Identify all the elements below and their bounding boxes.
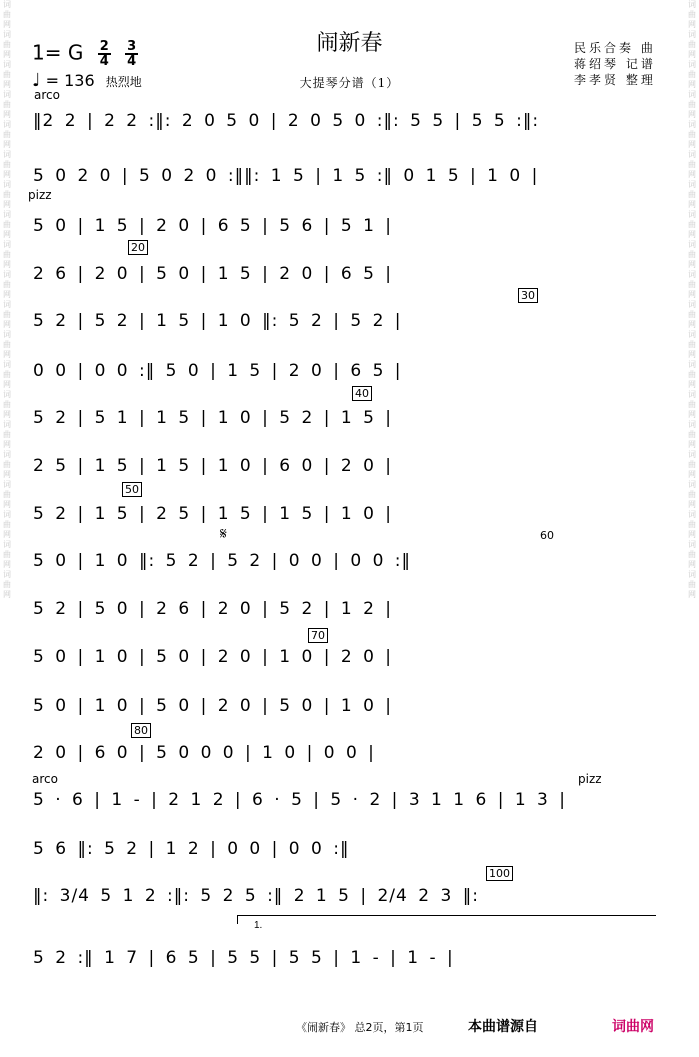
credit-composer: 民乐合奏 曲 — [574, 41, 656, 55]
page-info: 《闹新春》 总2页，第1页 — [296, 1021, 424, 1034]
key-text: 1= G — [32, 40, 84, 65]
volta-label: 1. — [254, 920, 263, 931]
part-subtitle: 大提琴分谱（1） — [299, 76, 400, 90]
staff-notes: 5 2 | 1 5 | 2 5 | 1 5 | 1 5 | 1 0 | — [33, 504, 393, 524]
staff-row — [33, 105, 663, 137]
measure-number: 70 — [308, 628, 328, 643]
staff-row — [33, 690, 663, 722]
source-label: 本曲谱源自 — [468, 1018, 538, 1034]
measure-number: 60 — [540, 529, 554, 542]
staff-notes: 5 6 ‖: 5 2 | 1 2 | 0 0 | 0 0 :‖ — [33, 839, 350, 859]
staff-notes: 5 0 2 0 | 5 0 2 0 :‖‖: 1 5 | 1 5 :‖ 0 1 5 | 1 0 | — [33, 166, 539, 186]
staff-row — [33, 833, 663, 865]
staff-row — [33, 593, 663, 625]
staff-notes: 5 0 | 1 0 ‖: 5 2 | 5 2 | 0 0 | 0 0 :‖ — [33, 551, 412, 571]
staff-notes: 5 0 | 1 5 | 2 0 | 6 5 | 5 6 | 5 1 | — [33, 216, 393, 236]
time-signature-3-4 — [125, 40, 138, 68]
tempo-value: = 136 — [45, 71, 95, 90]
site-logo: 词曲网 — [612, 1018, 654, 1034]
tempo-expression: 热烈地 — [105, 75, 142, 89]
volta-bracket — [237, 915, 656, 931]
staff-notes: ‖: 3/4 5 1 2 :‖: 5 2 5 :‖ 2 1 5 | 2/4 2 3 ‖: — [33, 886, 479, 906]
key-signature — [32, 40, 138, 68]
measure-number: 80 — [131, 723, 151, 738]
staff-row — [33, 942, 663, 974]
credit-transcriber: 蒋绍琴 记谱 — [574, 57, 656, 71]
staff-notes: 2 5 | 1 5 | 1 5 | 1 0 | 6 0 | 2 0 | — [33, 456, 393, 476]
staff-row — [33, 160, 663, 192]
credits-block — [574, 40, 656, 88]
staff-notes: 2 6 | 2 0 | 5 0 | 1 5 | 2 0 | 6 5 | — [33, 264, 393, 284]
segno-icon: 𝄋 — [220, 524, 227, 543]
staff-row — [33, 210, 663, 242]
staff-row — [33, 545, 663, 577]
staff-notes: 5 2 :‖ 1 7 | 6 5 | 5 5 | 5 5 | 1 - | 1 - | — [33, 948, 454, 968]
quarter-note-icon: ♩ — [32, 70, 41, 91]
staff-row — [33, 784, 663, 816]
page-footer — [0, 1016, 699, 1036]
staff-row — [33, 355, 663, 387]
staff-notes: 5 2 | 5 0 | 2 6 | 2 0 | 5 2 | 1 2 | — [33, 599, 393, 619]
time-numerator: 2 — [99, 39, 109, 54]
staff-row — [33, 641, 663, 673]
measure-number: 20 — [128, 240, 148, 255]
arco-marking: arco — [34, 88, 60, 102]
watermark-left: 词曲网词曲网词曲网词曲网词曲网词曲网词曲网词曲网词曲网词曲网词曲网词曲网词曲网词曲网词曲网词曲网词曲网词曲网词曲网词曲网 — [3, 0, 11, 599]
time-denominator: 4 — [127, 54, 137, 69]
arco-marking: arco — [32, 772, 58, 786]
pizz-marking: pizz — [578, 772, 602, 786]
staff-notes: 5 · 6 | 1 - | 2 1 2 | 6 · 5 | 5 · 2 | 3 1 1 6 | 1 3 | — [33, 790, 566, 810]
measure-number: 40 — [352, 386, 372, 401]
staff-notes: 5 0 | 1 0 | 5 0 | 2 0 | 5 0 | 1 0 | — [33, 696, 393, 716]
staff-row — [33, 258, 663, 290]
staff-notes: 5 2 | 5 2 | 1 5 | 1 0 ‖: 5 2 | 5 2 | — [33, 311, 402, 331]
staff-row — [33, 880, 663, 912]
measure-number: 50 — [122, 482, 142, 497]
staff-row — [33, 737, 663, 769]
staff-notes: 0 0 | 0 0 :‖ 5 0 | 1 5 | 2 0 | 6 5 | — [33, 361, 402, 381]
measure-number: 100 — [486, 866, 513, 881]
staff-notes: 5 0 | 1 0 | 5 0 | 2 0 | 1 0 | 2 0 | — [33, 647, 393, 667]
time-numerator: 3 — [127, 39, 137, 54]
score-title: 闹新春 — [316, 31, 383, 56]
time-signature-2-4 — [98, 40, 111, 68]
pizz-marking: pizz — [28, 188, 52, 202]
staff-notes: 2 0 | 6 0 | 5 0 0 0 | 1 0 | 0 0 | — [33, 743, 375, 763]
staff-row — [33, 498, 663, 530]
staff-row — [33, 402, 663, 434]
staff-notes: 5 2 | 5 1 | 1 5 | 1 0 | 5 2 | 1 5 | — [33, 408, 393, 428]
credit-editor: 李孝贤 整理 — [574, 73, 656, 87]
staff-notes: ‖2 2 | 2 2 :‖: 2 0 5 0 | 2 0 5 0 :‖: 5 5 | 5 5 :‖: — [33, 111, 540, 131]
measure-number: 30 — [518, 288, 538, 303]
staff-row — [33, 305, 663, 337]
watermark-right: 词曲网词曲网词曲网词曲网词曲网词曲网词曲网词曲网词曲网词曲网词曲网词曲网词曲网词曲网词曲网词曲网词曲网词曲网词曲网词曲网 — [688, 0, 696, 599]
time-denominator: 4 — [99, 54, 109, 69]
staff-row — [33, 450, 663, 482]
